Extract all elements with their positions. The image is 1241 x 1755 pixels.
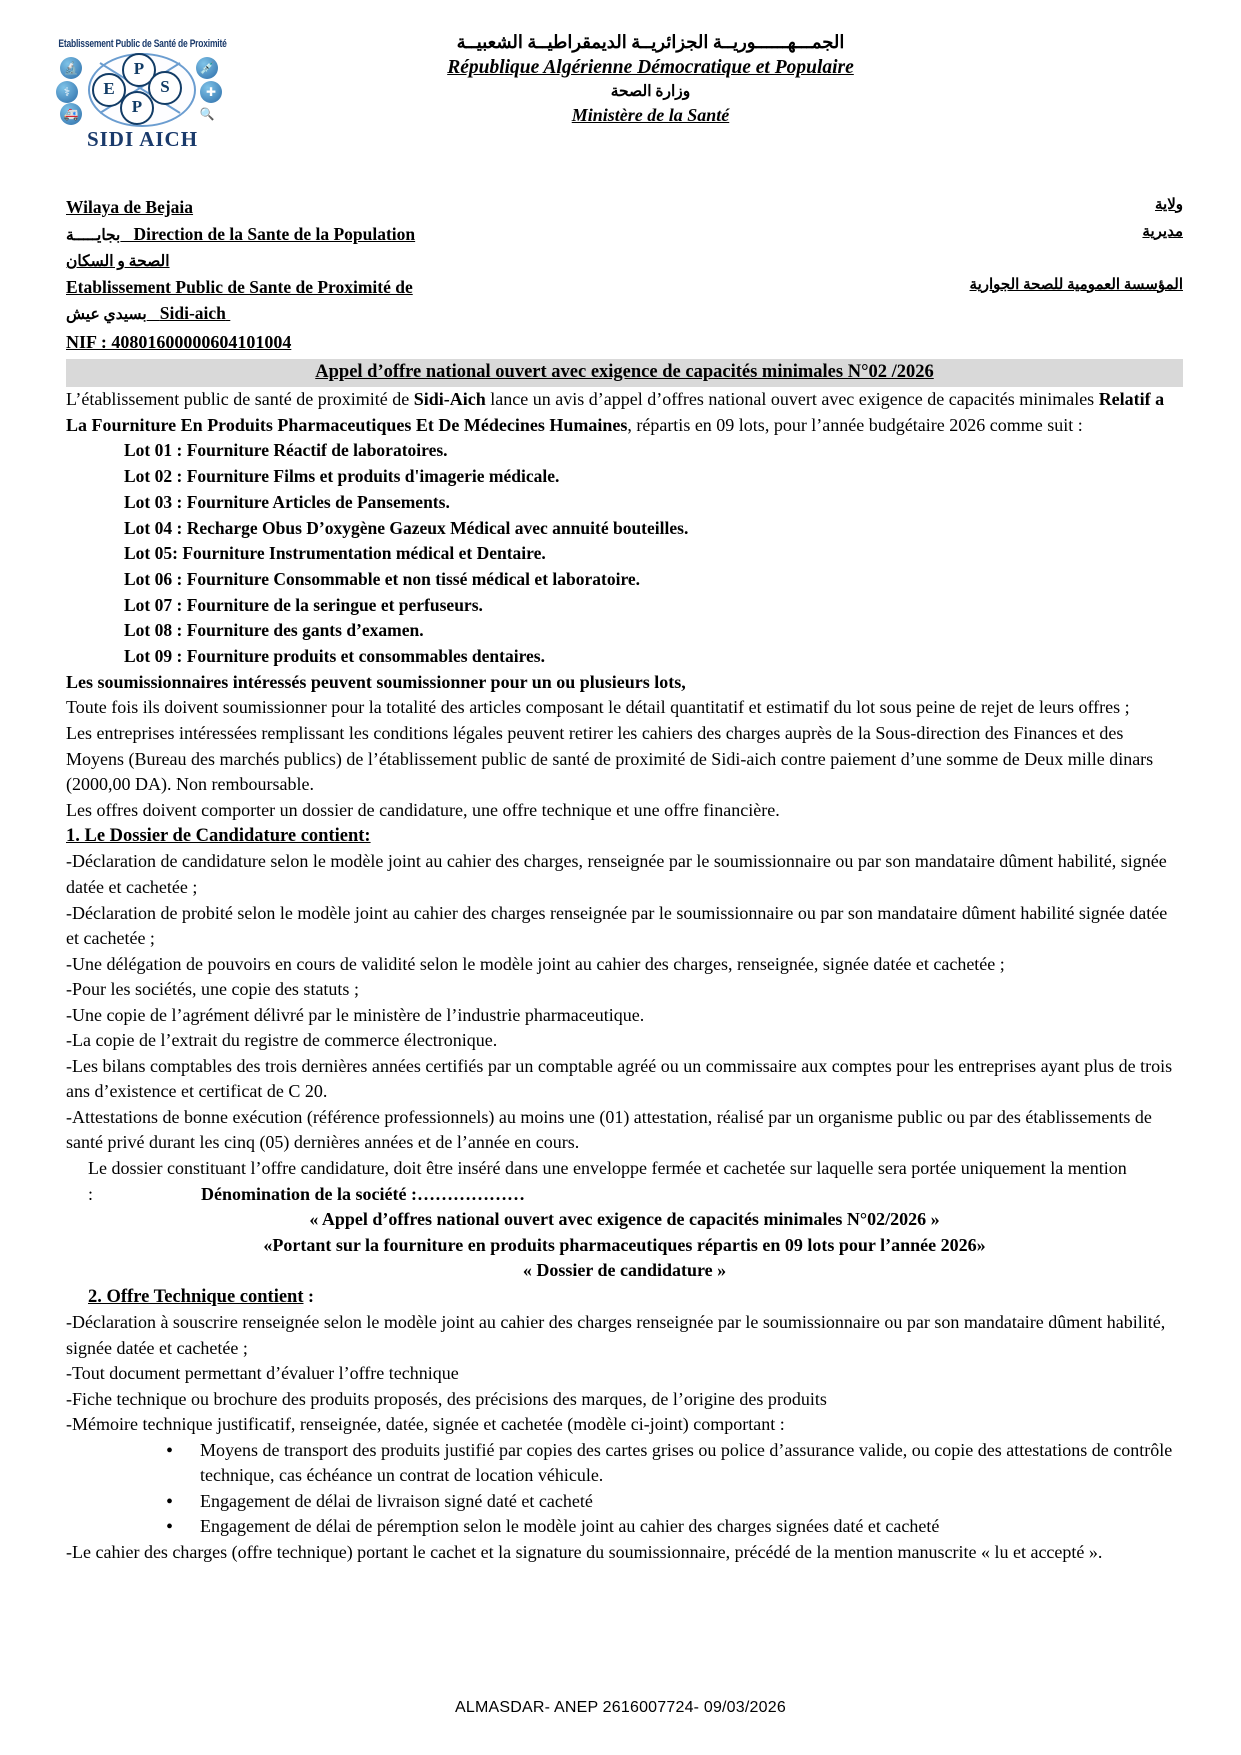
section2-heading <box>66 1284 1183 1310</box>
lot-item: Lot 09 : Fourniture produits et consommables dentaires. <box>124 646 545 667</box>
section1-item: -La copie de l’extrait du registre de commerce électronique. <box>66 1030 498 1051</box>
etablissement-label-ar: المؤسسة العمومية للصحة الجوارية <box>969 276 1183 293</box>
section2-item: -Déclaration à souscrire renseignée selon le modèle joint au cahier des charges renseignée par le soumissionnaire ou par son mandataire dûment habilité, signée datée et cachetée ; <box>66 1312 1166 1358</box>
logo-letter-e: E <box>92 73 126 107</box>
section1-item: -Les bilans comptables des trois dernières années certifiés par un comptable agréé ou un commissaire aux comptes pour les entreprises ayant plus de trois ans d’existence et certificat de C 20. <box>66 1055 1173 1102</box>
direction-label-ar: مديرية <box>1142 223 1183 240</box>
section1-item: -Attestations de bonne exécution (référence professionnels) au moins une (01) attestation, réalisé par un organisme public ou par des établissements de santé privé durant les cinq (05) dernières années et de l’année en cours. <box>66 1106 1152 1153</box>
section1-item: -Déclaration de candidature selon le modèle joint au cahier des charges, renseignée par le soumissionnaire ou par son mandataire dûment habilité, signée datée et cachetée ; <box>66 851 1167 897</box>
direction-label: Direction de la Sante de la Population <box>133 223 416 244</box>
sidi-aich-ar: بسيدي عيش <box>66 306 147 324</box>
lot-item: Lot 01 : Fourniture Réactif de laboratoires. <box>124 440 448 461</box>
section2-bullet-list <box>66 1438 1183 1540</box>
envelope-instruction-text: Le dossier constituant l’offre candidature, doit être inséré dans une enveloppe fermée et cachetée sur laquelle sera portée uniquement la mention : <box>88 1158 1127 1204</box>
logo-letter-p-top: P <box>122 53 156 87</box>
section1-item: -Une copie de l’agrément délivré par le ministère de l’industrie pharmaceutique. <box>66 1004 645 1025</box>
syringe-icon: 💉 <box>196 57 218 79</box>
tender-title-banner <box>66 359 1183 387</box>
intro-bold-subject: Relatif a La Fourniture En Produits Pharmaceutiques Et De Médecines Humaines <box>66 389 1165 435</box>
lot-item: Lot 02 : Fourniture Films et produits d'imagerie médicale. <box>124 466 560 487</box>
intro-part3: , répartis en 09 lots, pour l’année budgétaire 2026 comme suit : <box>627 414 1083 435</box>
envelope-quote-2: «Portant sur la fourniture en produits pharmaceutiques répartis en 09 lots pour l’année 2026» <box>263 1234 986 1255</box>
multi-lot-note: Les soumissionnaires intéressés peuvent soumissionner pour un ou plusieurs lots, <box>66 671 686 692</box>
lot-item: Lot 03 : Fourniture Articles de Pansements. <box>124 491 450 512</box>
intro-part2: lance un avis d’appel d’offres national ouvert avec exigence de capacités minimales <box>485 389 1099 410</box>
ambulance-icon: 🚑 <box>60 103 82 125</box>
logo-letter-s: S <box>148 71 182 105</box>
wilaya-label: Wilaya de Bejaia <box>66 197 194 217</box>
intro-part1: L’établissement public de santé de proximité de <box>66 389 414 410</box>
section2-item: -Tout document permettant d’évaluer l’offre technique <box>66 1363 459 1384</box>
institution-logo <box>50 38 235 153</box>
section2-bullet: • Moyens de transport des produits justifié par copies des cartes grises ou police d’assurance valide, ou copie des attestations de contrôle technique, cas échéance un contrat de location véhicule. <box>166 1438 1183 1489</box>
sante-population-ar: الصحة و السكان <box>66 253 170 271</box>
nif-number: NIF : 40801600000604101004 <box>66 331 292 352</box>
section2-heading-suffix: : <box>303 1285 314 1306</box>
lot-item: Lot 04 : Recharge Obus D’oxygène Gazeux Médical avec annuité bouteilles. <box>124 517 689 538</box>
section2-bullet: • Engagement de délai de péremption selon le modèle joint au cahier des charges signées daté et cacheté <box>166 1514 1183 1540</box>
withdrawal-paragraph: Les entreprises intéressées remplissant les conditions légales peuvent retirer les cahiers des charges auprès de la Sous-direction des Finances et des Moyens (Bureau des marchés publics) de l’établissement public de santé de proximité de Sidi-aich contre paiement d’une somme de Deux mille dinars (2000,00 DA). Non remboursable. <box>66 722 1154 795</box>
direction-city-ar: بجايـــــة <box>66 226 121 244</box>
section1-item: -Déclaration de probité selon le modèle joint au cahier des charges renseignée par le soumissionnaire ou par son mandataire dûment habilité signée datée et cachetée ; <box>66 902 1168 949</box>
logo-letter-p-bottom: P <box>120 91 154 125</box>
etablissement-label: Etablissement Public de Sante de Proximité de <box>66 276 413 297</box>
address-row-direction <box>66 221 1183 248</box>
section2-item: -Fiche technique ou brochure des produits proposés, des précisions des marques, de l’origine des produits <box>66 1388 827 1409</box>
microscope-icon: 🔬 <box>60 57 82 79</box>
address-block <box>0 194 1241 356</box>
lot-item: Lot 08 : Fourniture des gants d’examen. <box>124 620 424 641</box>
logo-institution-name: SIDI AICH <box>86 126 199 151</box>
lot-item: Lot 06 : Fourniture Consommable et non tissé médical et laboratoire. <box>124 569 641 590</box>
document-header <box>0 0 1241 180</box>
header-arabic-ministry: وزارة الصحة <box>610 82 691 100</box>
lot-item: Lot 05: Fourniture Instrumentation médical et Dentaire. <box>124 543 546 564</box>
lots-list <box>66 438 1183 669</box>
intro-bold-establishment: Sidi-Aich <box>413 389 486 410</box>
wilaya-label-ar: ولاية <box>1154 197 1183 213</box>
header-french-republic: République Algérienne Démocratique et Populaire <box>447 57 854 79</box>
address-row-wilaya <box>66 194 1183 221</box>
address-row-etablissement <box>66 274 1183 301</box>
tender-title: Appel d’offre national ouvert avec exigence de capacités minimales N°02 /2026 <box>315 362 934 383</box>
envelope-quote-3: « Dossier de candidature » <box>522 1260 727 1281</box>
offer-composition-paragraph: Les offres doivent comporter un dossier de candidature, une offre technique et une offre financière. <box>66 799 780 820</box>
logo-graphic <box>50 51 230 125</box>
header-arabic-republic: الجمـــهــــــوريــة الجزائريــة الديمقراطيــة الشعبيــة <box>456 32 845 52</box>
stethoscope-icon: ⚕ <box>56 81 78 103</box>
address-row-sidi-aich <box>66 300 1183 327</box>
tooth-icon: 🔍 <box>199 106 215 121</box>
section1-item: -Pour les sociétés, une copie des statuts ; <box>66 979 359 1000</box>
section2-closing: -Le cahier des charges (offre technique) portant le cachet et la signature du soumissionnaire, précédé de la mention manuscrite « lu et accepté ». <box>66 1541 1103 1562</box>
medical-bag-icon: ✚ <box>200 81 222 103</box>
denomination-field: Dénomination de la société :……………… <box>201 1183 525 1204</box>
envelope-quote-1: « Appel d’offres national ouvert avec exigence de capacités minimales N°02/2026 » <box>309 1209 940 1230</box>
section2-item: -Mémoire technique justificatif, renseignée, datée, signée et cachetée (modèle ci-joint) comportant : <box>66 1414 785 1435</box>
section1-heading: 1. Le Dossier de Candidature contient: <box>66 826 371 847</box>
document-footer: ALMASDAR- ANEP 2616007724- 09/03/2026 <box>455 1699 786 1716</box>
envelope-instruction <box>66 1156 1183 1207</box>
section1-item: -Une délégation de pouvoirs en cours de validité selon le modèle joint au cahier des charges, renseignée, signée datée et cachetée ; <box>66 953 1005 974</box>
totality-paragraph: Toute fois ils doivent soumissionner pour la totalité des articles composant le détail quantitatif et estimatif du lot sous peine de rejet de leurs offres ; <box>66 697 1130 718</box>
intro-paragraph <box>66 387 1183 438</box>
logo-caption: Etablissement Public de Santé de Proximité <box>58 36 227 50</box>
document-body <box>0 387 1241 1565</box>
lot-item: Lot 07 : Fourniture de la seringue et perfuseurs. <box>124 594 483 615</box>
section2-bullet: • Engagement de délai de livraison signé daté et cacheté <box>166 1489 1183 1515</box>
sidi-aich-label: Sidi-aich <box>159 303 226 324</box>
address-row-sante-population-ar <box>66 247 1183 274</box>
header-french-ministry: Ministère de la Santé <box>571 104 730 125</box>
section2-heading-text: 2. Offre Technique contient <box>88 1286 304 1307</box>
